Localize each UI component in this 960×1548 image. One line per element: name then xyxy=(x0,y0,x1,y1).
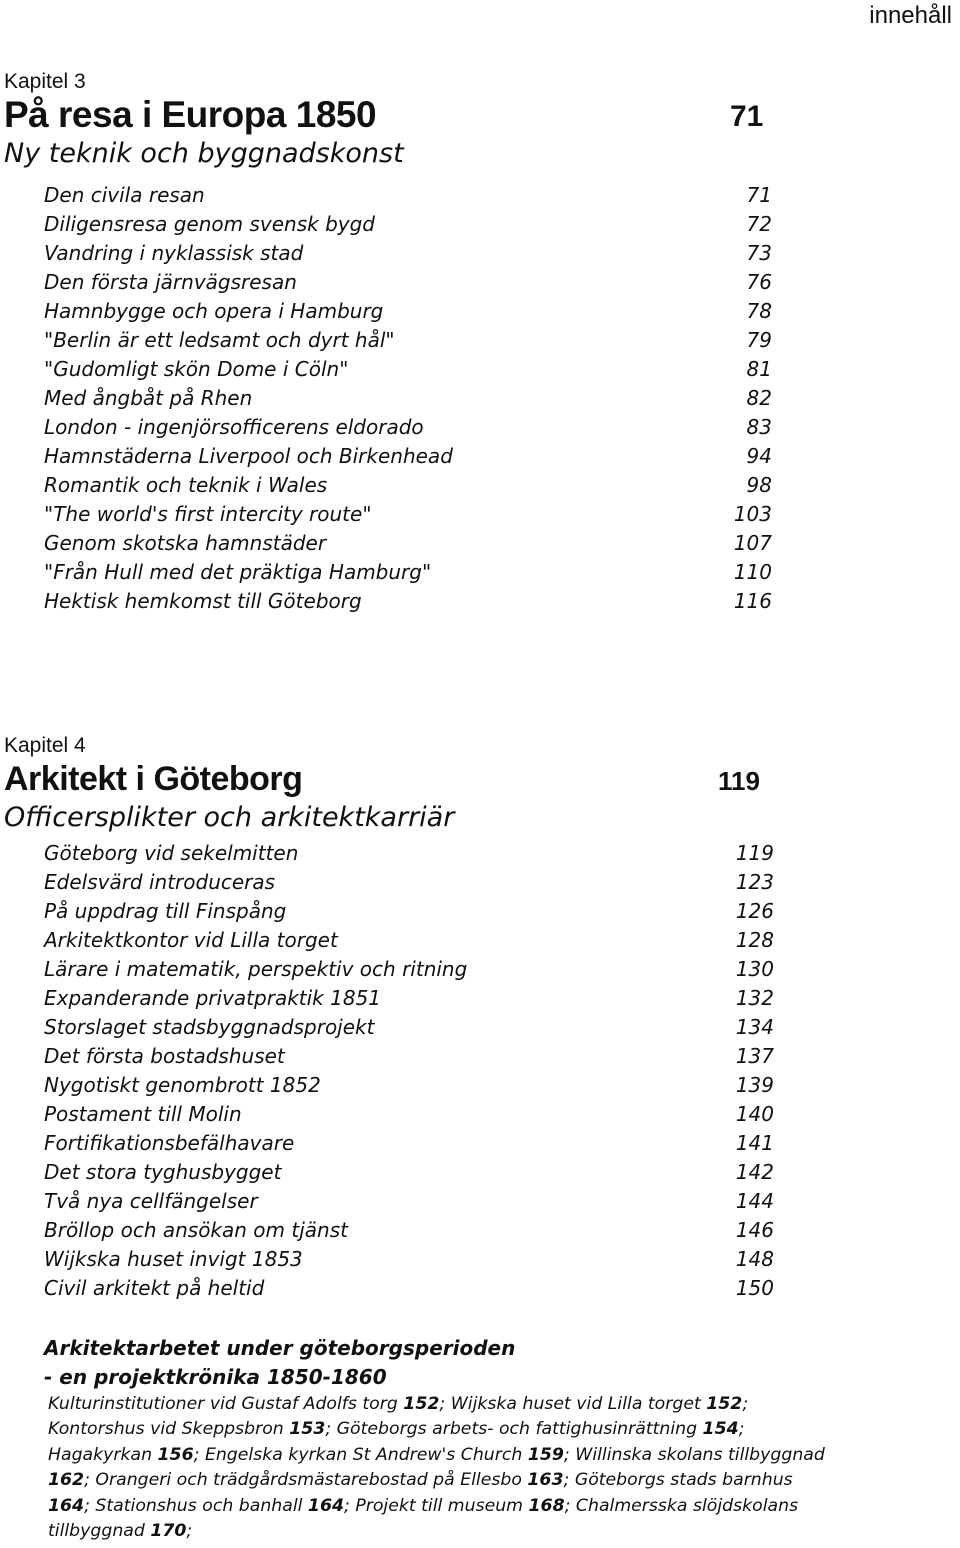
toc-entry[interactable] xyxy=(44,1044,774,1073)
toc-entry[interactable] xyxy=(44,928,774,957)
chapter-start-page: 71 xyxy=(730,100,764,133)
entry-title: Expanderande privatpraktik 1851 xyxy=(44,986,382,1010)
project-item[interactable] xyxy=(205,1445,564,1465)
entry-title: Hamnstäderna Liverpool och Birkenhead xyxy=(44,444,453,468)
project-item-page: 152 xyxy=(706,1394,743,1414)
chapter-start-page: 119 xyxy=(718,766,760,796)
project-item[interactable] xyxy=(451,1394,743,1414)
project-item[interactable] xyxy=(48,1394,439,1414)
project-item-text: Göteborgs stads barnhus xyxy=(574,1470,793,1491)
toc-entry[interactable] xyxy=(44,589,772,618)
project-item-page: 168 xyxy=(528,1495,565,1516)
toc-entry[interactable] xyxy=(44,1276,774,1305)
project-chronicle-heading-line-1: Arkitektarbetet under göteborgsperioden xyxy=(44,1336,516,1360)
project-item-page: 153 xyxy=(289,1419,326,1440)
entry-page: 83 xyxy=(746,415,772,439)
entry-title: Med ångbåt på Rhen xyxy=(44,386,253,410)
toc-entry[interactable] xyxy=(44,560,772,589)
entry-page: 140 xyxy=(735,1102,774,1126)
chapter-subtitle: Ny teknik och byggnadskonst xyxy=(4,138,404,169)
entry-title: Vandring i nyklassisk stad xyxy=(44,241,304,265)
toc-entry[interactable] xyxy=(44,1073,774,1102)
chapter-label: Kapitel 3 xyxy=(4,70,86,93)
toc-entry[interactable] xyxy=(44,1015,774,1044)
entry-page: 81 xyxy=(746,357,772,381)
entry-title: "Gudomligt skön Dome i Cöln" xyxy=(44,357,349,381)
entry-title: Den första järnvägsresan xyxy=(44,270,297,294)
project-item-text: Stationshus och banhall xyxy=(95,1495,308,1516)
project-item-text: Projekt till museum xyxy=(355,1495,529,1516)
project-chronicle-heading xyxy=(44,1334,515,1392)
project-chronicle-heading-line-2: - en projektkrönika 1850-1860 xyxy=(44,1365,387,1389)
project-item-text: Göteborgs arbets- och fattighusinrättning xyxy=(336,1419,703,1440)
project-item-page: 156 xyxy=(157,1444,194,1465)
project-item-page: 170 xyxy=(150,1521,187,1542)
project-item-page: 154 xyxy=(702,1419,739,1440)
entry-page: 78 xyxy=(746,299,772,323)
entry-page: 137 xyxy=(735,1044,774,1068)
entry-title: Diligensresa genom svensk bygd xyxy=(44,212,375,236)
toc-entry[interactable] xyxy=(44,328,772,357)
entry-page: 116 xyxy=(733,589,772,613)
toc-entry[interactable] xyxy=(44,299,772,328)
section-header: innehåll xyxy=(869,2,952,29)
entry-page: 150 xyxy=(735,1276,774,1300)
entry-title: Nygotiskt genombrott 1852 xyxy=(44,1073,321,1097)
entry-title: Det första bostadshuset xyxy=(44,1044,285,1068)
entry-title: Genom skotska hamnstäder xyxy=(44,531,327,555)
project-item[interactable] xyxy=(337,1419,739,1439)
entry-page: 134 xyxy=(735,1015,774,1039)
entry-title: Arkitektkontor vid Lilla torget xyxy=(44,928,338,952)
entry-page: 146 xyxy=(735,1218,774,1242)
toc-entry[interactable] xyxy=(44,841,774,870)
entry-title: På uppdrag till Finspång xyxy=(44,899,287,923)
entry-page: 79 xyxy=(746,328,772,352)
entry-page: 148 xyxy=(735,1247,774,1271)
toc-entry[interactable] xyxy=(44,357,772,386)
entry-page: 76 xyxy=(746,270,772,294)
entry-page: 107 xyxy=(733,531,772,555)
entry-page: 103 xyxy=(733,502,772,526)
toc-entry[interactable] xyxy=(44,502,772,531)
chapter-label: Kapitel 4 xyxy=(4,734,86,757)
entry-page: 142 xyxy=(735,1160,774,1184)
project-item[interactable] xyxy=(95,1470,563,1490)
entry-page: 139 xyxy=(735,1073,774,1097)
chapter-3-entries xyxy=(44,183,772,618)
entry-title: Storslaget stadsbyggnadsprojekt xyxy=(44,1015,375,1039)
toc-entry[interactable] xyxy=(44,899,774,928)
entry-title: Bröllop och ansökan om tjänst xyxy=(44,1218,348,1242)
project-item-page: 162 xyxy=(48,1470,85,1491)
entry-title: "The world's first intercity route" xyxy=(44,502,372,526)
entry-title: Wijkska huset invigt 1853 xyxy=(44,1247,303,1271)
entry-page: 132 xyxy=(735,986,774,1010)
chapter-title: Arkitekt i Göteborg xyxy=(4,760,303,798)
project-item-text: Hagakyrkan xyxy=(48,1444,158,1465)
entry-title: Den civila resan xyxy=(44,183,205,207)
toc-entry[interactable] xyxy=(44,415,772,444)
toc-entry[interactable] xyxy=(44,241,772,270)
project-item-text: Orangeri och trädgårdsmästarebostad på Ellesbo xyxy=(95,1470,528,1491)
toc-entry[interactable] xyxy=(44,270,772,299)
entry-title: Det stora tyghusbygget xyxy=(44,1160,282,1184)
entry-page: 119 xyxy=(735,841,774,865)
entry-title: Två nya cellfängelser xyxy=(44,1189,258,1213)
toc-entry[interactable] xyxy=(44,957,774,986)
entry-page: 130 xyxy=(735,957,774,981)
entry-page: 110 xyxy=(733,560,772,584)
entry-page: 126 xyxy=(735,899,774,923)
toc-entry[interactable] xyxy=(44,1218,774,1247)
project-item-text: Wijkska huset vid Lilla torget xyxy=(450,1394,707,1414)
project-item-page: 164 xyxy=(48,1495,85,1516)
toc-entry[interactable] xyxy=(44,386,772,415)
toc-entry[interactable] xyxy=(44,473,772,502)
entry-page: 128 xyxy=(735,928,774,952)
project-item-text: Kulturinstitutioner vid Gustaf Adolfs torg xyxy=(48,1394,404,1414)
toc-entry[interactable] xyxy=(44,1131,774,1160)
entry-title: Lärare i matematik, perspektiv och ritning xyxy=(44,957,468,981)
project-item-page: 159 xyxy=(527,1444,564,1465)
entry-title: Romantik och teknik i Wales xyxy=(44,473,328,497)
toc-entry[interactable] xyxy=(44,1189,774,1218)
project-item-page: 164 xyxy=(307,1495,344,1516)
entry-page: 141 xyxy=(735,1131,774,1155)
entry-title: Civil arkitekt på heltid xyxy=(44,1276,265,1300)
project-item[interactable] xyxy=(48,1445,194,1465)
toc-entry[interactable] xyxy=(44,531,772,560)
entry-title: Hamnbygge och opera i Hamburg xyxy=(44,299,384,323)
toc-entry[interactable] xyxy=(44,1160,774,1189)
entry-page: 71 xyxy=(746,183,772,207)
toc-entry[interactable] xyxy=(44,444,772,473)
entry-page: 82 xyxy=(746,386,772,410)
toc-entry[interactable] xyxy=(44,1102,774,1131)
toc-entry[interactable] xyxy=(44,212,772,241)
entry-title: London - ingenjörsofficerens eldorado xyxy=(44,415,424,439)
toc-entry[interactable] xyxy=(44,1247,774,1276)
entry-page: 98 xyxy=(746,473,772,497)
entry-title: Edelsvärd introduceras xyxy=(44,870,276,894)
entry-page: 123 xyxy=(735,870,774,894)
project-item-page: 163 xyxy=(527,1470,564,1491)
chapter-title: På resa i Europa 1850 xyxy=(4,94,377,135)
project-item-page: 152 xyxy=(403,1394,440,1414)
entry-page: 94 xyxy=(746,444,772,468)
entry-title: Fortifikationsbefälhavare xyxy=(44,1131,295,1155)
project-item[interactable] xyxy=(48,1419,325,1439)
toc-entry[interactable] xyxy=(44,870,774,899)
project-chronicle-list: Kulturinstitutioner vid Gustaf Adolfs torg 152; Wijkska huset vid Lilla torget 152; Kontorshus vid Skeppsbron 153; Göteborgs arbets- och fattighusinrättning 154; Hagakyrkan 156; Engelska kyrkan St Andrew's Church 159; Willinska skolans tillbyggnad 162; Orangeri och trädgårdsmästarebostad på Ellesbo 163; Göteborgs stads barnhus 164; Stationshus och banhall 164; Projekt till museum 168; Chalmersska slöjdskolans tillbyggnad 170; xyxy=(48,1394,825,1542)
project-item-text: Willinska skolans tillbyggnad xyxy=(575,1444,825,1465)
entry-page: 73 xyxy=(746,241,772,265)
entry-title: "Berlin är ett ledsamt och dyrt hål" xyxy=(44,328,395,352)
project-item[interactable] xyxy=(95,1496,344,1516)
chapter-4-entries xyxy=(44,841,774,1305)
project-item-text: Kontorshus vid Skeppsbron xyxy=(48,1419,290,1440)
entry-title: Postament till Molin xyxy=(44,1102,242,1126)
entry-title: Göteborg vid sekelmitten xyxy=(44,841,299,865)
entry-page: 144 xyxy=(735,1189,774,1213)
entry-page: 72 xyxy=(746,212,772,236)
project-item-text: Chalmersska slöjdskolans tillbyggnad xyxy=(48,1495,799,1542)
entry-title: "Från Hull med det präktiga Hamburg" xyxy=(44,560,432,584)
toc-entry[interactable] xyxy=(44,986,774,1015)
chapter-subtitle: Officersplikter och arkitektkarriär xyxy=(4,802,455,833)
toc-entry[interactable] xyxy=(44,183,772,212)
project-item-text: Engelska kyrkan St Andrew's Church xyxy=(204,1444,528,1465)
entry-title: Hektisk hemkomst till Göteborg xyxy=(44,589,362,613)
project-item[interactable] xyxy=(355,1496,564,1516)
